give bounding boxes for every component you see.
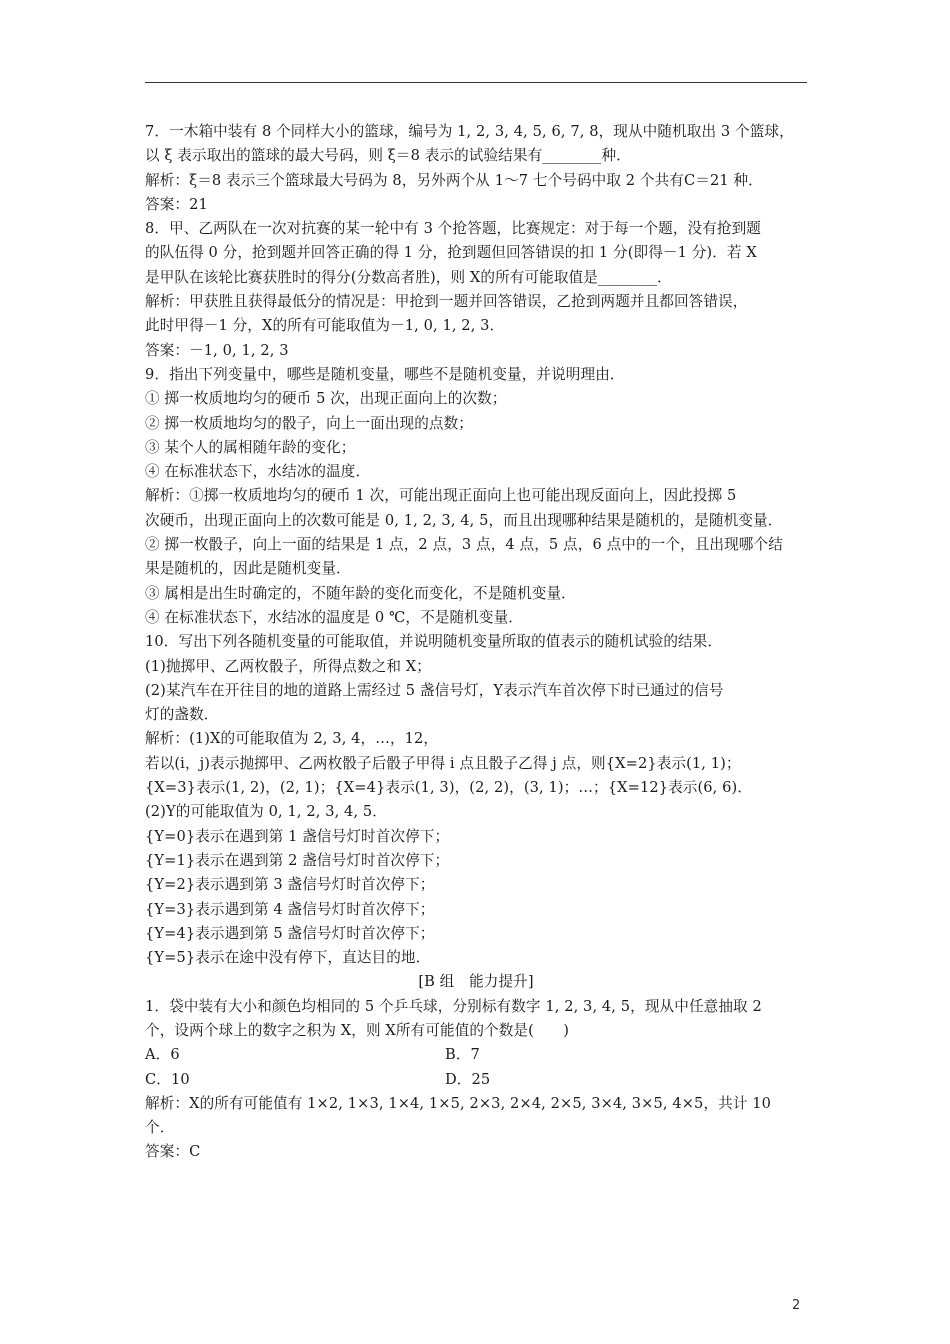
option-c: C．10	[145, 1070, 190, 1088]
text-line: {Y=3}表示遇到第 4 盏信号灯时首次停下；	[145, 900, 435, 918]
section-b-answer-block	[145, 1092, 807, 1165]
section-title: [B 组 能力提升]	[418, 973, 534, 991]
text-line: 答案：C	[145, 1143, 201, 1161]
text-line: 灯的盏数．	[145, 706, 219, 724]
text-line: {X=3}表示(1, 2)，(2, 1)；{X=4}表示(1, 3)，(2, 2)，(3, 1)；…；{X=12}表示(6, 6)．	[145, 779, 753, 797]
text-line: ② 掷一枚骰子，向上一面的结果是 1 点，2 点，3 点，4 点，5 点，6 点中的一个，且出现哪个结	[145, 536, 783, 554]
text-line: {Y=4}表示遇到第 5 盏信号灯时首次停下；	[145, 924, 435, 942]
text-line: {Y=1}表示在遇到第 2 盏信号灯时首次停下；	[145, 851, 450, 869]
text-line: 此时甲得－1 分，X的所有可能取值为－1, 0, 1, 2, 3．	[145, 317, 505, 335]
section-b-text-block	[145, 995, 807, 1044]
options-row-1	[145, 1043, 807, 1067]
text-line: 答案：－1, 0, 1, 2, 3	[145, 341, 289, 359]
option-b: B．7	[445, 1046, 480, 1064]
text-line: 解析：ξ＝8 表示三个篮球最大号码为 8，另外两个从 1～7 七个号码中取 2 个共有C＝21 种．	[145, 171, 763, 189]
page-number: 2	[792, 1298, 801, 1313]
text-line: 个．	[145, 1119, 175, 1137]
text-line: ④ 在标准状态下，水结冰的温度是 0 ℃，不是随机变量．	[145, 608, 523, 626]
text-line: 若以(i，j)表示抛掷甲、乙两枚骰子后骰子甲得 i 点且骰子乙得 j 点，则{X=2}表示(1, 1)；	[145, 754, 741, 772]
text-line: 以 ξ 表示取出的篮球的最大号码，则 ξ＝8 表示的试验结果有________种．	[145, 147, 631, 165]
text-line: 次硬币，出现正面向上的次数可能是 0, 1, 2, 3, 4, 5，而且出现哪种结果是随机的，是随机变量．	[145, 511, 783, 529]
text-line: {Y=5}表示在途中没有停下，直达目的地．	[145, 949, 431, 967]
page-body	[145, 120, 807, 1165]
text-line: 个，设两个球上的数字之积为 X，则 X所有可能值的个数是( )	[145, 1021, 570, 1039]
text-line: ③ 某个人的属相随年龄的变化；	[145, 438, 356, 456]
text-line: 果是随机的，因此是随机变量．	[145, 560, 351, 578]
text-line: 解析：(1)X的可能取值为 2, 3, 4，…，12，	[145, 730, 439, 748]
text-line: 解析：①掷一枚质地均匀的硬币 1 次，可能出现正面向上也可能出现反面向上，因此投掷 5	[145, 487, 737, 505]
text-line: ① 掷一枚质地均匀的硬币 5 次，出现正面向上的次数；	[145, 390, 507, 408]
option-d: D．25	[445, 1070, 491, 1088]
header-rule	[145, 82, 807, 83]
option-a: A．6	[145, 1046, 180, 1064]
text-line: 9．指出下列变量中，哪些是随机变量，哪些不是随机变量，并说明理由．	[145, 365, 625, 383]
text-line: 解析：甲获胜且获得最低分的情况是：甲抢到一题并回答错误，乙抢到两题并且都回答错误，	[145, 293, 748, 311]
text-line: (1)抛掷甲、乙两枚骰子，所得点数之和 X；	[145, 657, 431, 675]
text-line: ② 掷一枚质地均匀的骰子，向上一面出现的点数；	[145, 414, 474, 432]
text-line: 8．甲、乙两队在一次对抗赛的某一轮中有 3 个抢答题，比赛规定：对于每一个题，没有抢到题	[145, 220, 762, 238]
text-line: (2)某汽车在开往目的地的道路上需经过 5 盏信号灯，Y表示汽车首次停下时已通过的信号	[145, 681, 724, 699]
text-line: 10．写出下列各随机变量的可能取值，并说明随机变量所取的值表示的随机试验的结果．	[145, 633, 723, 651]
text-line: 7．一木箱中装有 8 个同样大小的篮球，编号为 1, 2, 3, 4, 5, 6, 7, 8，现从中随机取出 3 个篮球，	[145, 123, 794, 140]
problem-text-block	[145, 120, 807, 970]
text-line: 的队伍得 0 分，抢到题并回答正确的得 1 分，抢到题但回答错误的扣 1 分(即得－1 分)．若 X	[145, 244, 757, 262]
text-line: {Y=0}表示在遇到第 1 盏信号灯时首次停下；	[145, 827, 450, 845]
text-line: ④ 在标准状态下，水结冰的温度．	[145, 463, 371, 481]
text-line: ③ 属相是出生时确定的，不随年龄的变化而变化，不是随机变量．	[145, 584, 576, 602]
text-line: 答案：21	[145, 195, 208, 213]
text-line: 解析：X的所有可能值有 1×2, 1×3, 1×4, 1×5, 2×3, 2×4, 2×5, 3×4, 3×5, 4×5，共计 10	[145, 1094, 772, 1112]
text-line: {Y=2}表示遇到第 3 盏信号灯时首次停下；	[145, 876, 435, 894]
options-row-2	[145, 1068, 807, 1092]
text-line: (2)Y的可能取值为 0, 1, 2, 3, 4, 5．	[145, 803, 388, 821]
text-line: 1．袋中装有大小和颜色均相同的 5 个乒乓球，分别标有数字 1, 2, 3, 4, 5，现从中任意抽取 2	[145, 997, 762, 1015]
text-line: 是甲队在该轮比赛获胜时的得分(分数高者胜)，则 X的所有可能取值是________．	[145, 268, 672, 286]
